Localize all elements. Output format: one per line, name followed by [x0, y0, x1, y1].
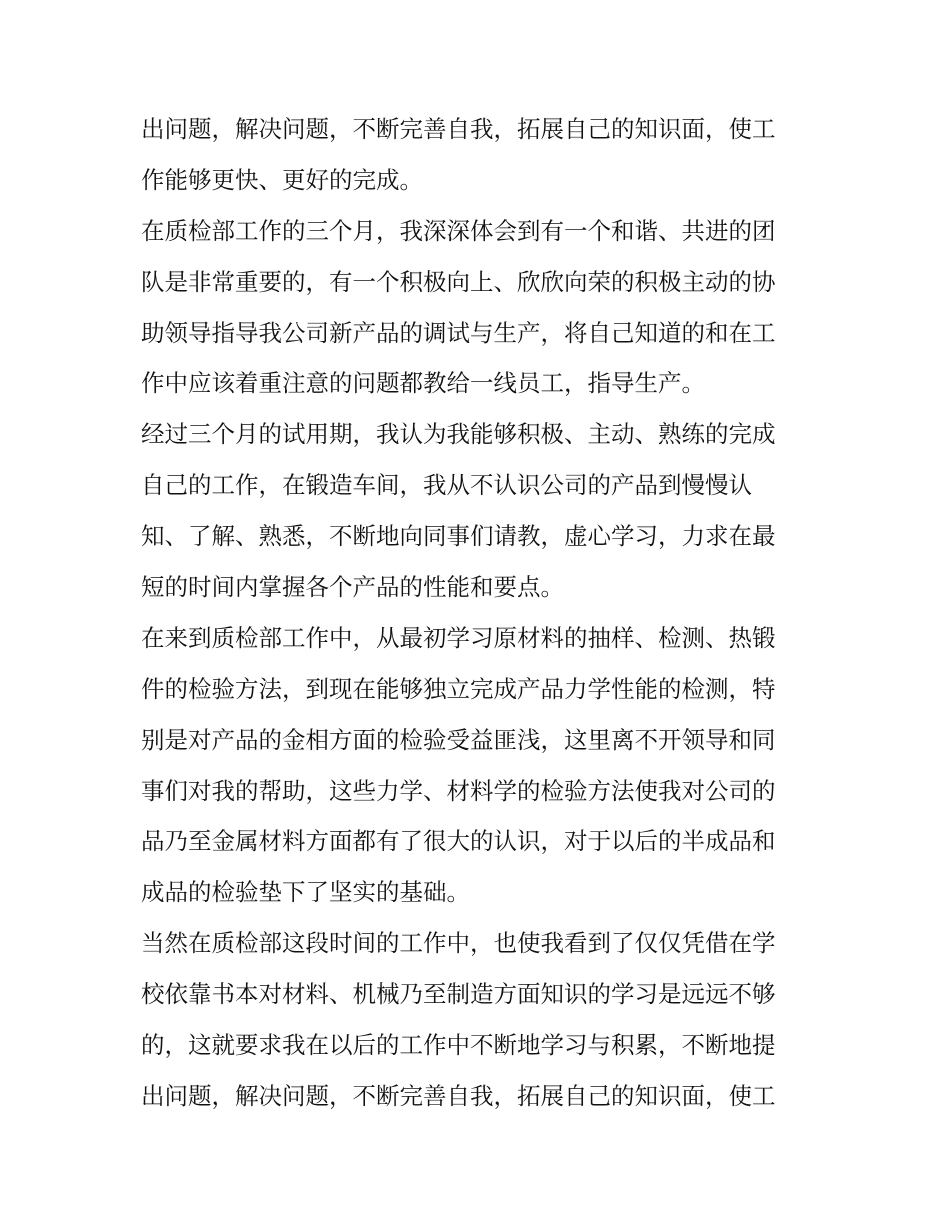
document-body	[141, 104, 821, 1122]
text-line: 出问题，解决问题，不断完善自我，拓展自己的知识面，使工	[141, 115, 776, 143]
text-line: 知、了解、熟悉，不断地向同事们请教，虚心学习，力求在最	[141, 522, 776, 551]
text-line: 经过三个月的试用期，我认为我能够积极、主动、熟练的完成	[141, 420, 776, 449]
text-line: 短的时间内掌握各个产品的性能和要点。	[141, 573, 564, 602]
text-line: 助领导指导我公司新产品的调试与生产，将自己知道的和在工	[141, 318, 776, 347]
text-line: 在来到质检部工作中，从最初学习原材料的抽样、检测、热锻	[141, 623, 776, 652]
text-line: 作能够更快、更好的完成。	[141, 165, 423, 194]
text-line: 出问题，解决问题，不断完善自我，拓展自己的知识面，使工	[141, 1081, 776, 1110]
text-line: 品乃至金属材料方面都有了很大的认识，对于以后的半成品和	[141, 827, 776, 856]
text-line: 当然在质检部这段时间的工作中，也使我看到了仅仅凭借在学	[141, 929, 776, 958]
text-line: 件的检验方法，到现在能够独立完成产品力学性能的检测，特	[141, 674, 776, 703]
text-line: 自己的工作，在锻造车间，我从不认识公司的产品到慢慢认	[141, 471, 752, 500]
text-line: 的，这就要求我在以后的工作中不断地学习与积累，不断地提	[141, 1031, 776, 1060]
text-line: 校依靠书本对材料、机械乃至制造方面知识的学习是远远不够	[141, 980, 776, 1009]
text-line: 作中应该着重注意的问题都教给一线员工，指导生产。	[141, 369, 705, 398]
text-line: 事们对我的帮助，这些力学、材料学的检验方法使我对公司的	[141, 776, 776, 805]
text-line: 队是非常重要的，有一个积极向上、欣欣向荣的积极主动的协	[141, 267, 776, 296]
text-line: 别是对产品的金相方面的检验受益匪浅，这里离不开领导和同	[141, 725, 776, 754]
text-line: 成品的检验垫下了坚实的基础。	[141, 878, 470, 907]
text-line: 在质检部工作的三个月，我深深体会到有一个和谐、共进的团	[141, 216, 776, 245]
